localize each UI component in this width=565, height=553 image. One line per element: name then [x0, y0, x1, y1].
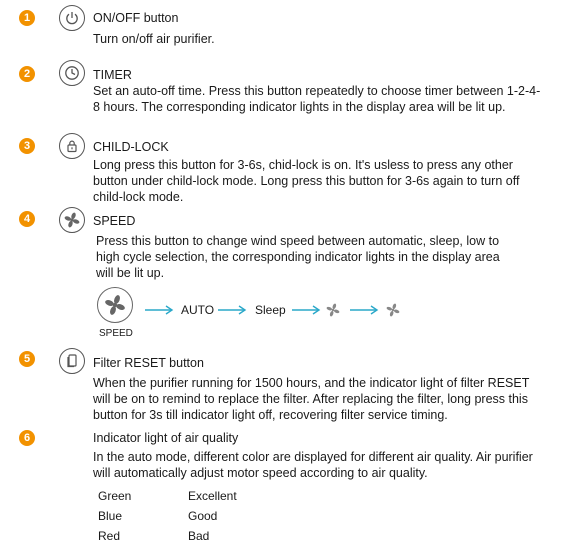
- air-quality-level: Bad: [188, 529, 210, 543]
- speed-step-sleep: Sleep: [255, 303, 286, 317]
- step-badge-1: 1: [19, 10, 35, 26]
- arrow-right-icon: [350, 304, 380, 316]
- air-quality-description: In the auto mode, different color are displayed for different air quality. Air purifier will automatically adjust motor speed according to air quality.: [93, 450, 533, 480]
- timer-title: TIMER: [93, 68, 132, 82]
- air-quality-row: [98, 489, 237, 503]
- timer-description: Set an auto-off time. Press this button repeatedly to choose timer between 1-2-4-8 hours. The corresponding indicator lights in the display area will be lit up.: [93, 84, 541, 114]
- arrow-right-icon: [292, 304, 322, 316]
- step-badge-6: 6: [19, 430, 35, 446]
- step-badge-5: 5: [19, 351, 35, 367]
- speed-flow-label: SPEED: [99, 328, 133, 339]
- air-quality-row: [98, 529, 209, 543]
- step-badge-3: 3: [19, 138, 35, 154]
- air-quality-color: Green: [98, 489, 132, 503]
- speed-step-auto: AUTO: [181, 303, 215, 317]
- speed-title: SPEED: [93, 214, 136, 228]
- air-quality-level: Good: [188, 509, 218, 523]
- fan-low-icon: [325, 302, 341, 318]
- step-badge-4: 4: [19, 211, 35, 227]
- onoff-description: Turn on/off air purifier.: [93, 32, 215, 46]
- onoff-title: ON/OFF button: [93, 11, 179, 25]
- arrow-right-icon: [218, 304, 248, 316]
- filter-icon: [59, 348, 85, 374]
- fan-icon: [59, 207, 85, 233]
- childlock-description: Long press this button for 3-6s, chid-lock is on. It's usless to press any other button under child-lock mode. Long press this button for 3-6s again to turn off child-lock mode.: [93, 158, 520, 204]
- lock-icon: [59, 133, 85, 159]
- air-quality-color: Blue: [98, 509, 123, 523]
- air-quality-title: Indicator light of air quality: [93, 431, 239, 445]
- speed-flow-fan-icon: [97, 287, 133, 323]
- step-badge-2: 2: [19, 66, 35, 82]
- clock-icon: [59, 60, 85, 86]
- filter-reset-description: When the purifier running for 1500 hours, and the indicator light of filter RESET will be on to remind to replace the filter. After replacing the filter, long press this button for 3s till indicator light off, recovering filter service timing.: [93, 376, 530, 422]
- filter-reset-title: Filter RESET button: [93, 356, 204, 370]
- air-quality-color: Red: [98, 529, 121, 543]
- childlock-title: CHILD-LOCK: [93, 140, 169, 154]
- air-quality-row: [98, 509, 217, 523]
- air-quality-level: Excellent: [188, 489, 237, 503]
- power-icon: [59, 5, 85, 31]
- fan-high-icon: [385, 302, 401, 318]
- speed-description: Press this button to change wind speed between automatic, sleep, low to high cycle selection, the corresponding indicator lights in the display area will be lit up.: [96, 234, 500, 280]
- arrow-right-icon: [145, 304, 175, 316]
